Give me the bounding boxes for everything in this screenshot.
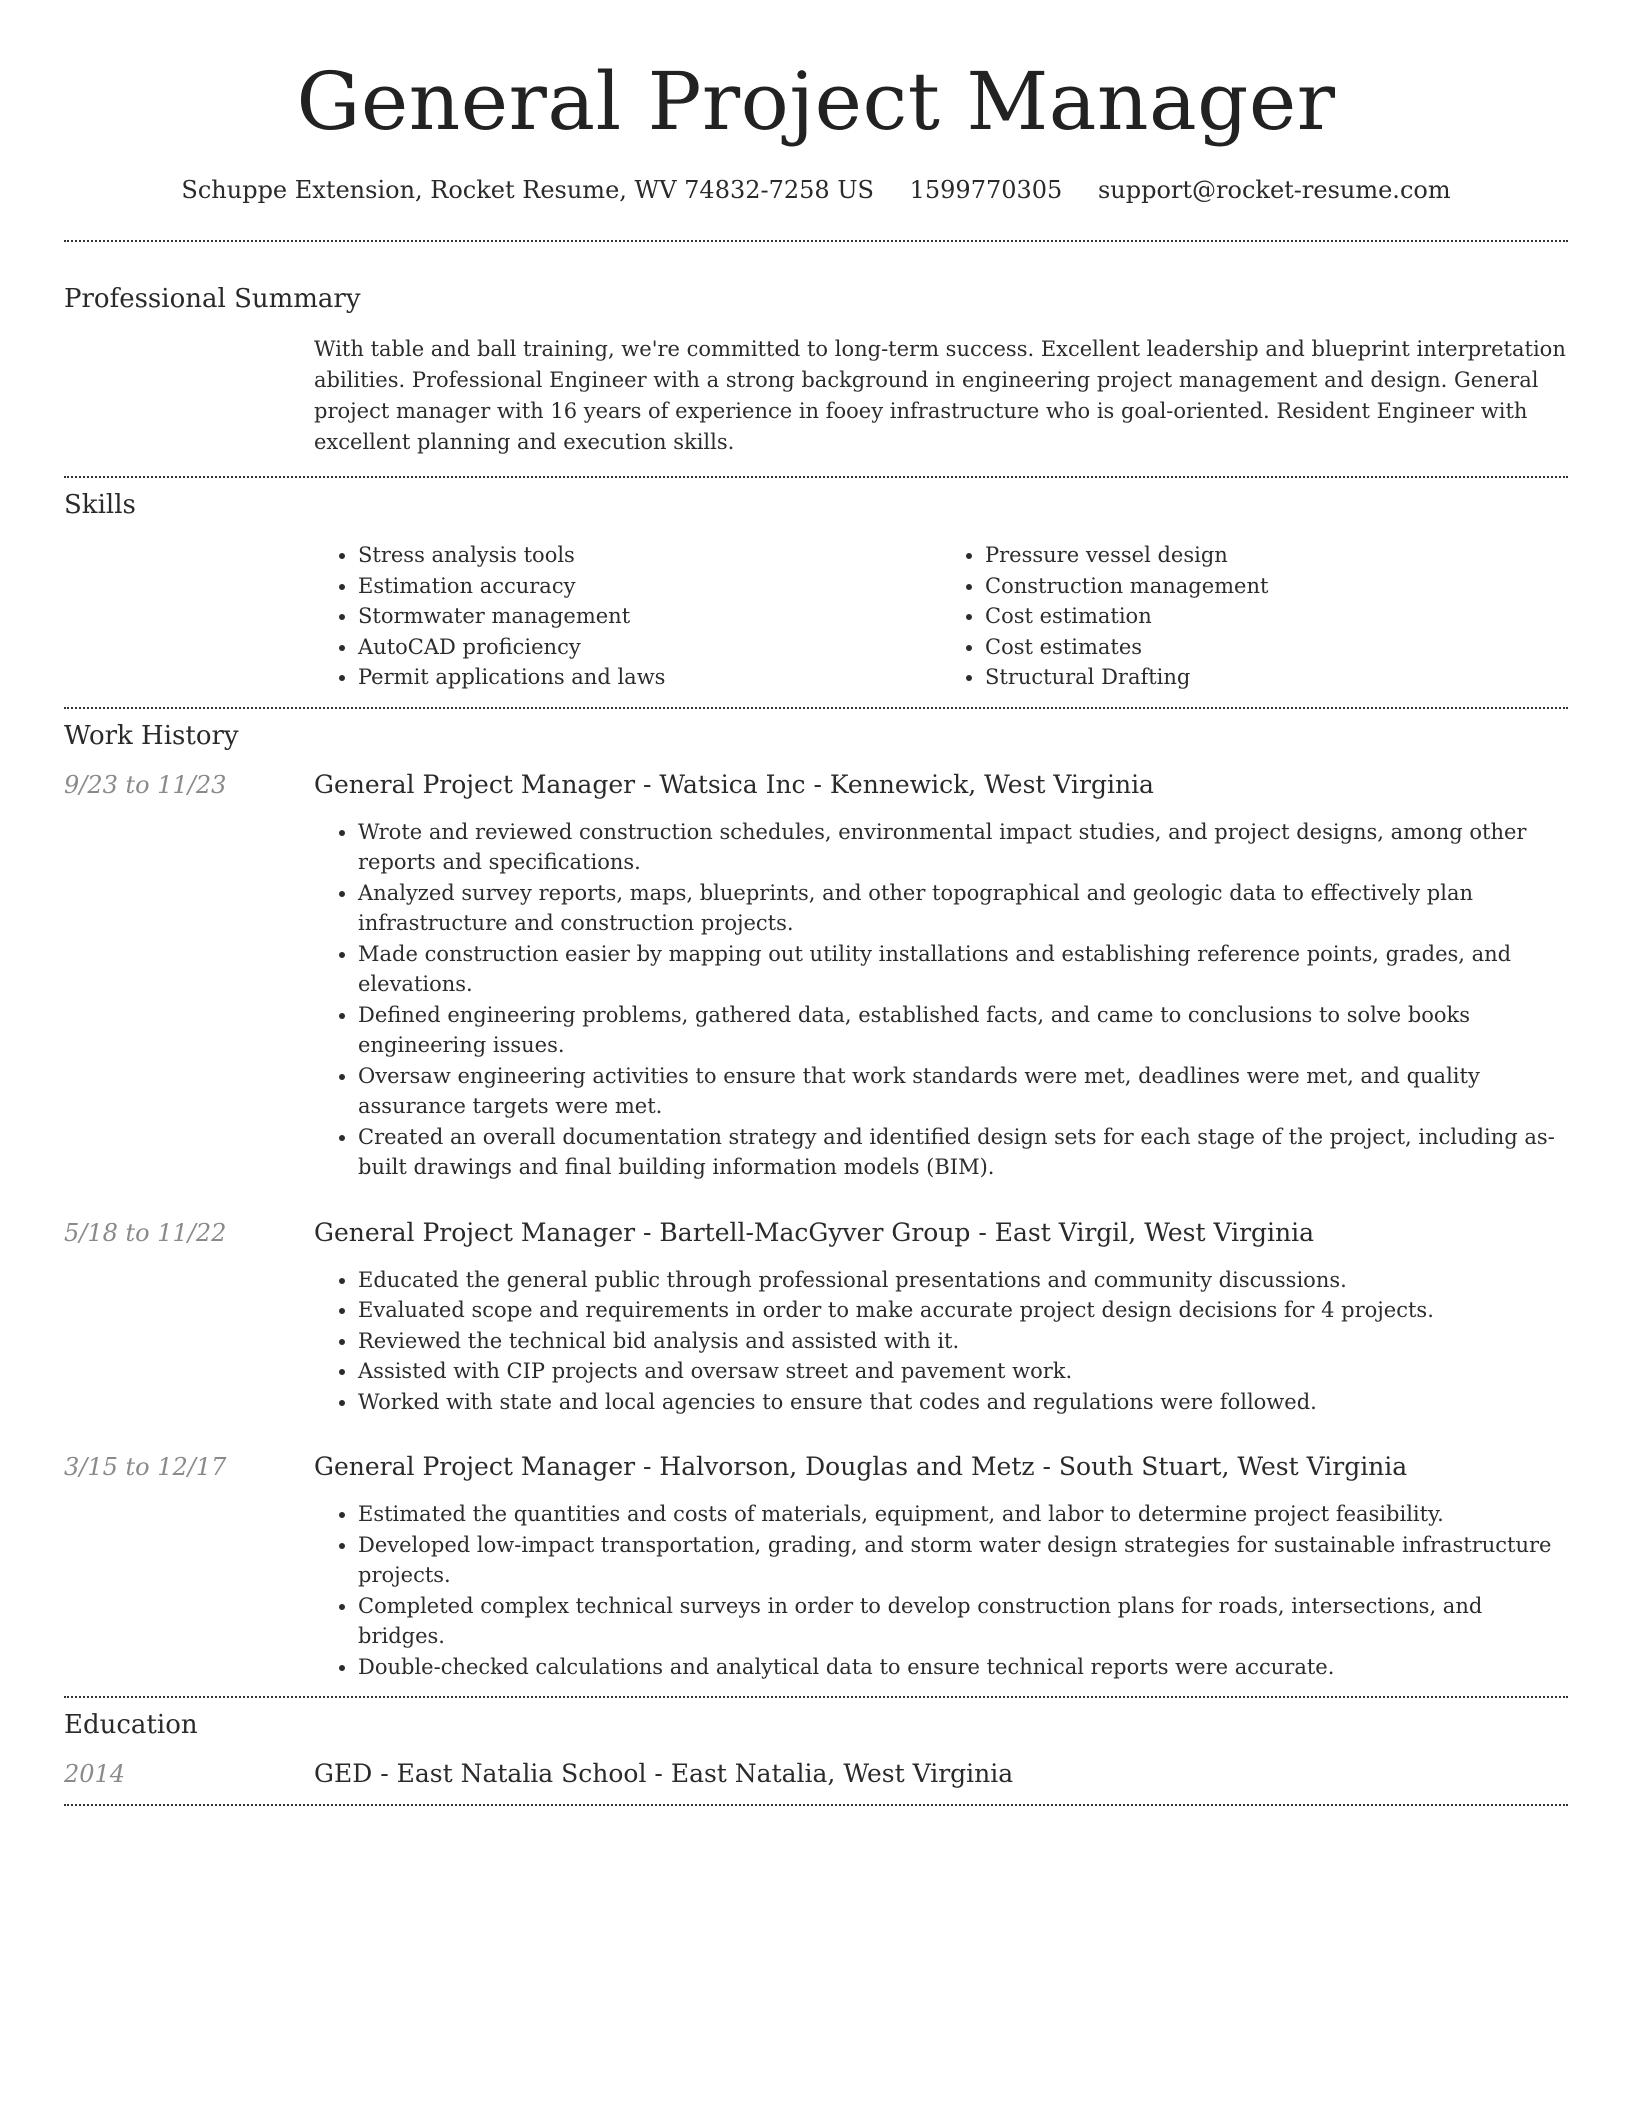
skills-list bbox=[314, 540, 1568, 693]
job-entry bbox=[64, 769, 1568, 1183]
job-dates: 3/15 to 12/17 bbox=[64, 1453, 227, 1481]
job-title: General Project Manager - Watsica Inc - Kennewick, West Virginia bbox=[314, 769, 1154, 799]
job-bullets bbox=[314, 817, 1568, 1183]
education-divider bbox=[64, 1804, 1568, 1806]
skill-item: • Stormwater management bbox=[358, 601, 941, 632]
contact-line bbox=[64, 174, 1568, 206]
job-bullet: • Analyzed survey reports, maps, blueprints, and other topographical and geologic data to effectively plan infrastructure and construction projects. bbox=[358, 878, 1568, 939]
contact-email: support@rocket-resume.com bbox=[1097, 176, 1451, 204]
skills-section bbox=[64, 478, 1568, 707]
job-entry bbox=[64, 1217, 1568, 1418]
job-title: General Project Manager - Halvorson, Douglas and Metz - South Stuart, West Virginia bbox=[314, 1452, 1408, 1481]
job-title: General Project Manager - Bartell-MacGyver Group - East Virgil, West Virginia bbox=[314, 1217, 1315, 1247]
resume-header bbox=[64, 0, 1568, 206]
skill-item: • Cost estimates bbox=[985, 632, 1568, 663]
job-bullet: • Double-checked calculations and analytical data to ensure technical reports were accurate. bbox=[358, 1652, 1568, 1683]
job-dates: 5/18 to 11/22 bbox=[64, 1218, 227, 1247]
job-bullet: • Assisted with CIP projects and oversaw street and pavement work. bbox=[358, 1356, 1568, 1387]
job-bullet: • Defined engineering problems, gathered data, established facts, and came to conclusions to solve books engineering issues. bbox=[358, 1000, 1568, 1061]
education-section bbox=[64, 1698, 1568, 1804]
skill-item: • Permit applications and laws bbox=[358, 662, 941, 693]
skill-item: • Structural Drafting bbox=[985, 662, 1568, 693]
job-bullet: • Evaluated scope and requirements in order to make accurate project design decisions for 4 projects. bbox=[358, 1295, 1568, 1326]
skill-item: • Estimation accuracy bbox=[358, 571, 941, 602]
job-bullet: • Oversaw engineering activities to ensure that work standards were met, deadlines were met, and quality assurance targets were met. bbox=[358, 1061, 1568, 1122]
skill-item: • Construction management bbox=[985, 571, 1568, 602]
job-bullet: • Educated the general public through professional presentations and community discussions. bbox=[358, 1265, 1568, 1296]
skill-item: • Cost estimation bbox=[985, 601, 1568, 632]
summary-text: With table and ball training, we're committed to long-term success. Excellent leadership and blueprint interpretation abilities. Professional Engineer with a strong background in engineering project management and design. General project manager with 16 years of experience in fooey infrastructure who is goal-oriented. Resident Engineer with excellent planning and execution skills. bbox=[314, 337, 1566, 454]
skill-item: • AutoCAD proficiency bbox=[358, 632, 941, 663]
job-bullet: • Worked with state and local agencies to ensure that codes and regulations were followed. bbox=[358, 1387, 1568, 1418]
job-bullet: • Developed low-impact transportation, grading, and storm water design strategies for sustainable infrastructure projects. bbox=[358, 1530, 1568, 1591]
job-bullet: • Made construction easier by mapping out utility installations and establishing reference points, grades, and elevations. bbox=[358, 939, 1568, 1000]
education-title: Education bbox=[64, 1710, 198, 1740]
job-bullets bbox=[314, 1499, 1568, 1682]
contact-phone: 1599770305 bbox=[909, 176, 1063, 204]
education-entry: GED - East Natalia School - East Natalia, West Virginia bbox=[314, 1759, 1014, 1788]
job-dates: 9/23 to 11/23 bbox=[64, 770, 227, 799]
job-bullet: • Estimated the quantities and costs of materials, equipment, and labor to determine project feasibility. bbox=[358, 1499, 1568, 1530]
summary-title: Professional Summary bbox=[64, 284, 361, 314]
skill-item: • Stress analysis tools bbox=[358, 540, 941, 571]
skills-column-left bbox=[314, 540, 941, 693]
job-bullet: • Reviewed the technical bid analysis and assisted with it. bbox=[358, 1326, 1568, 1357]
work-section bbox=[64, 709, 1568, 1697]
job-entry bbox=[64, 1451, 1568, 1682]
job-bullet: • Created an overall documentation strategy and identified design sets for each stage of the project, including as-built drawings and final building information models (BIM). bbox=[358, 1122, 1568, 1183]
skill-item: • Pressure vessel design bbox=[985, 540, 1568, 571]
education-date: 2014 bbox=[64, 1760, 126, 1788]
job-bullets bbox=[314, 1265, 1568, 1418]
candidate-name: General Project Manager bbox=[296, 55, 1336, 148]
job-bullet: • Wrote and reviewed construction schedules, environmental impact studies, and project designs, among other reports and specifications. bbox=[358, 817, 1568, 878]
skills-title: Skills bbox=[64, 490, 136, 520]
job-bullet: • Completed complex technical surveys in order to develop construction plans for roads, intersections, and bridges. bbox=[358, 1591, 1568, 1652]
contact-address: Schuppe Extension, Rocket Resume, WV 74832-7258 US bbox=[181, 176, 874, 204]
skills-column-right bbox=[941, 540, 1568, 693]
work-title: Work History bbox=[64, 720, 239, 751]
summary-section bbox=[64, 242, 1568, 476]
